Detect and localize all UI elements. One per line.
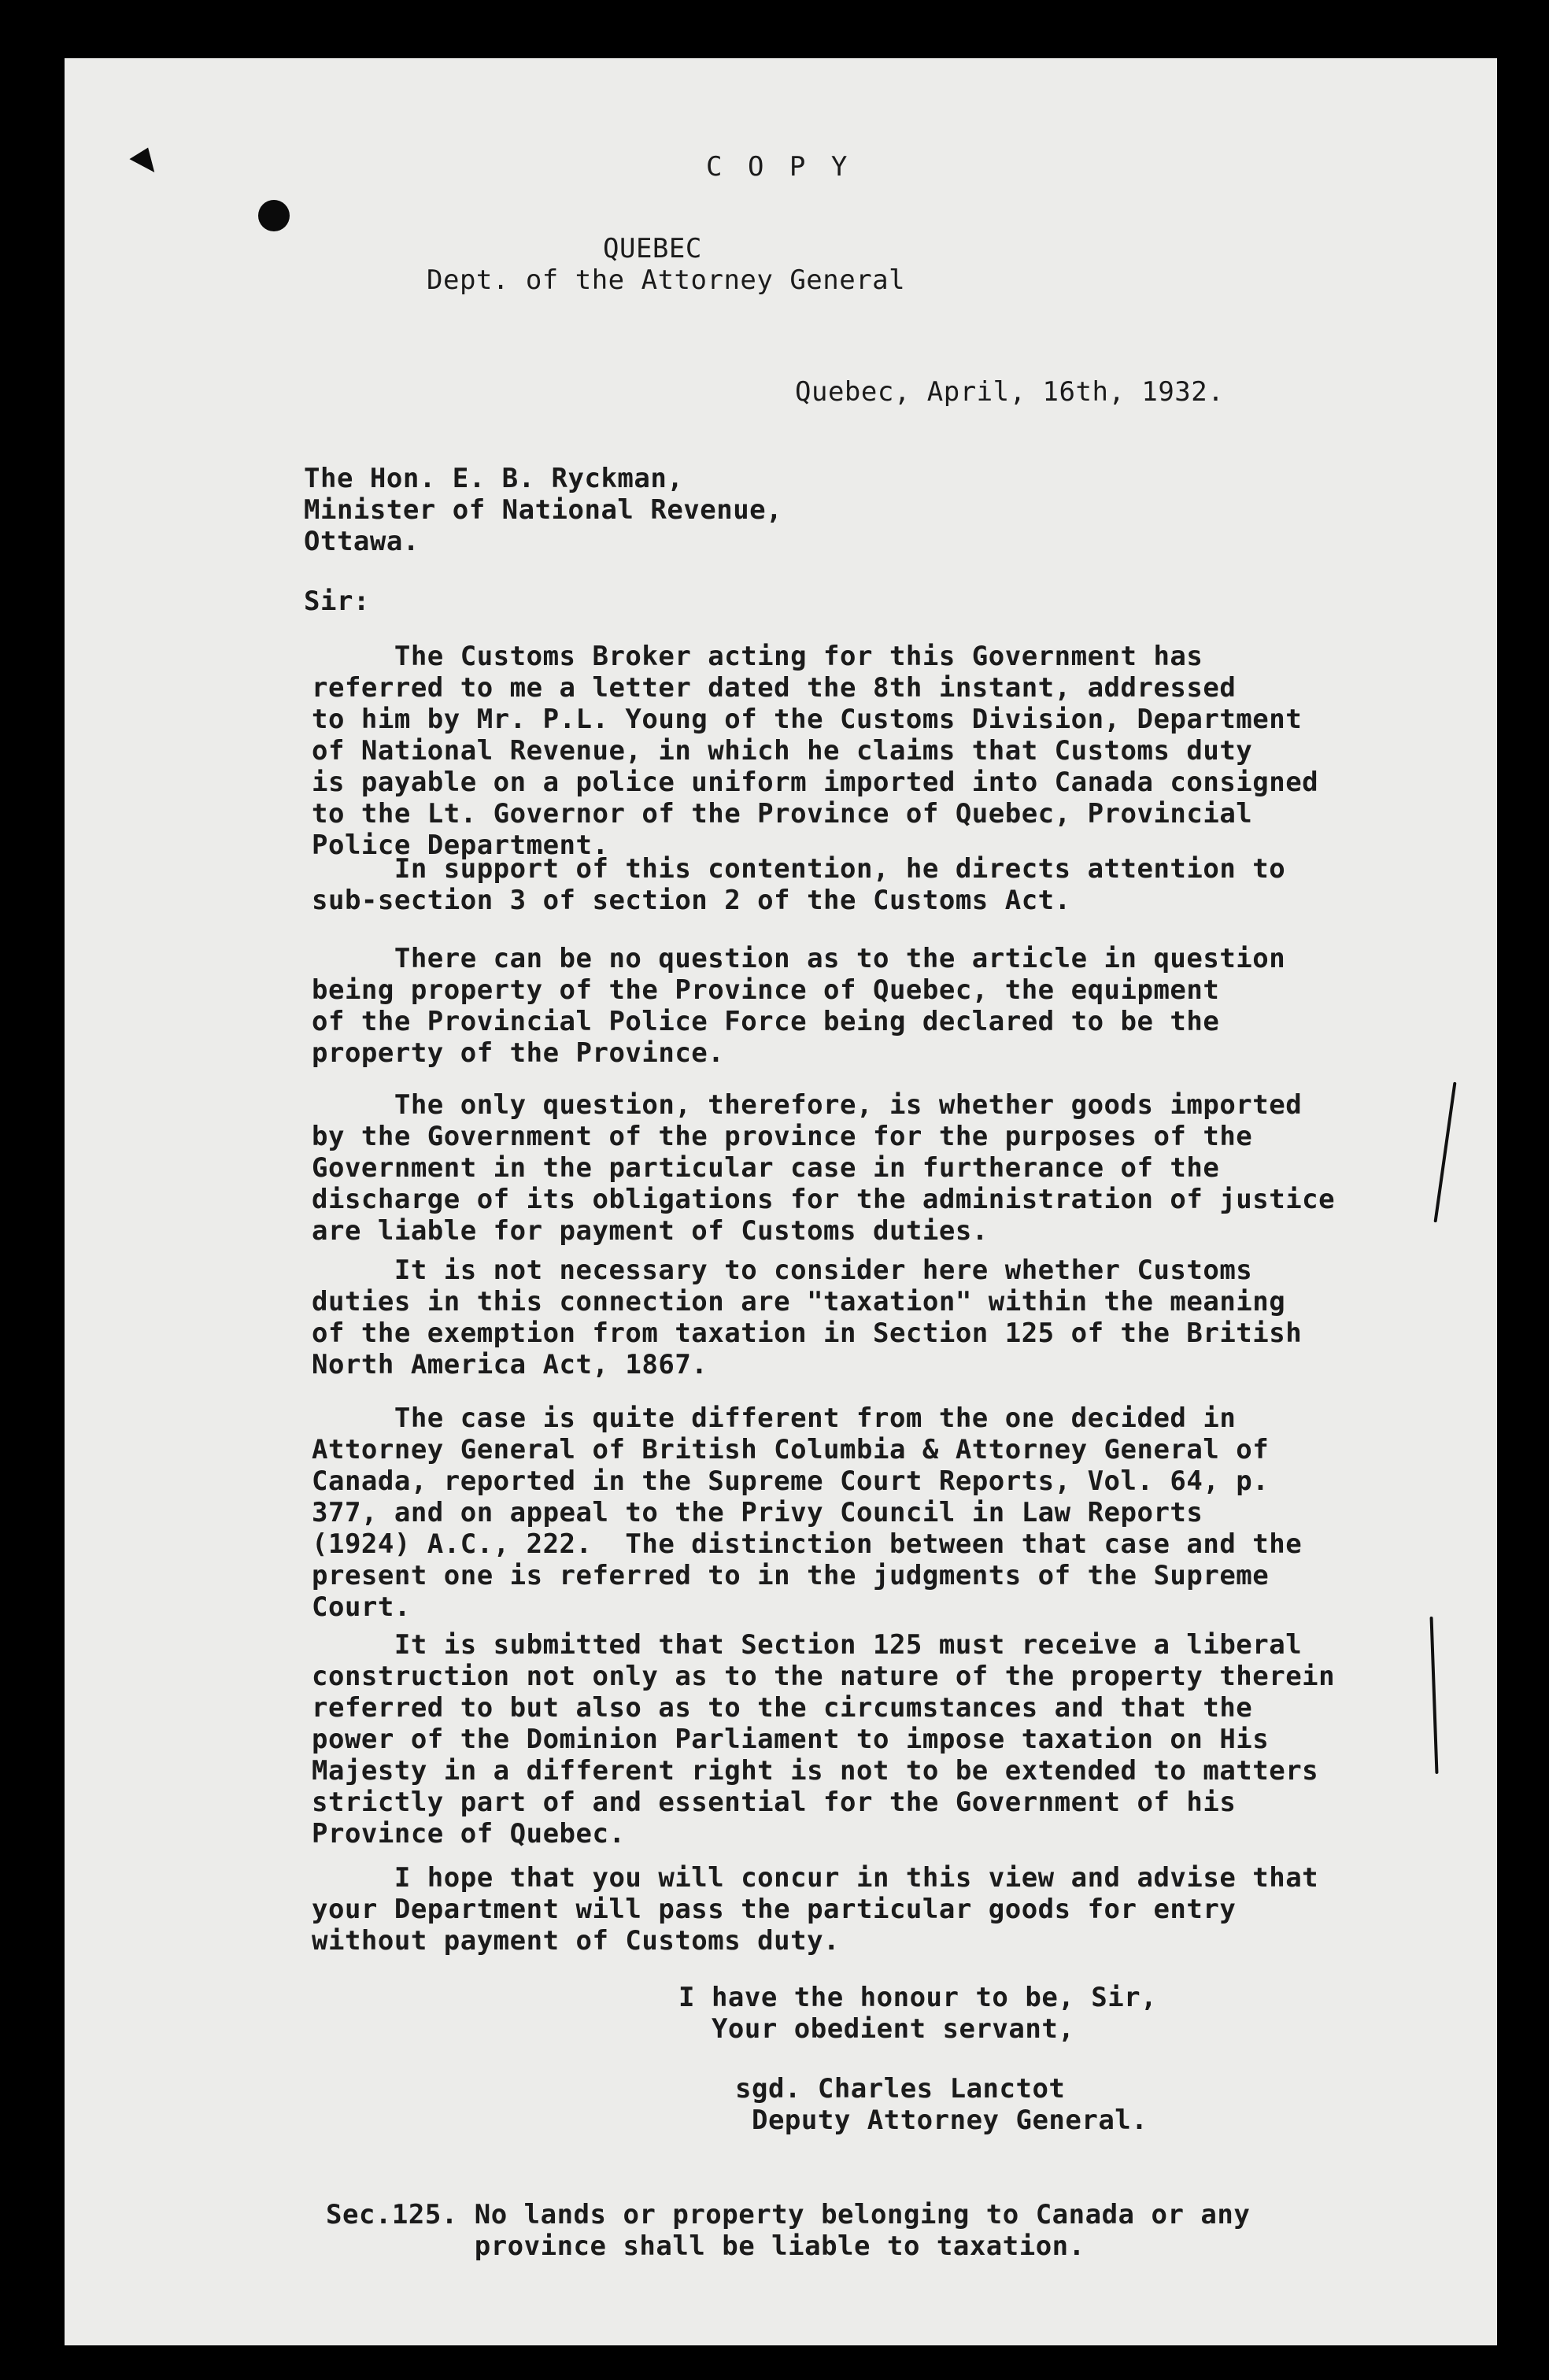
paragraph-2 (312, 853, 1285, 916)
department-heading: Dept. of the Attorney General (427, 264, 906, 296)
text-line: In support of this contention, he directs attention to (312, 853, 1286, 885)
text-line: is payable on a police uniform imported into Canada consigned (312, 767, 1319, 798)
footnote (326, 2199, 1250, 2262)
paragraph-8 (312, 1862, 1318, 1957)
footnote-line: province shall be liable to taxation. (326, 2230, 1085, 2262)
text-line: Government in the particular case in furtherance of the (312, 1152, 1220, 1184)
paragraph-5 (312, 1255, 1302, 1380)
text-line: Canada, reported in the Supreme Court Reports, Vol. 64, p. (312, 1465, 1270, 1497)
text-line: of National Revenue, in which he claims that Customs duty (312, 735, 1253, 767)
text-line: Province of Quebec. (312, 1818, 626, 1850)
paragraph-6 (312, 1402, 1302, 1623)
signature-line: sgd. Charles Lanctot (735, 2073, 1066, 2105)
margin-mark (1430, 1617, 1439, 1774)
text-line: of the exemption from taxation in Section 125 of the British (312, 1318, 1303, 1349)
text-line: The only question, therefore, is whether goods imported (312, 1089, 1303, 1121)
text-line: to him by Mr. P.L. Young of the Customs Division, Department (312, 704, 1303, 735)
addressee-line: Ottawa. (304, 526, 420, 557)
text-line: power of the Dominion Parliament to impose taxation on His (312, 1724, 1270, 1755)
text-line: by the Government of the province for the purposes of the (312, 1121, 1253, 1152)
margin-mark (1433, 1082, 1456, 1223)
paragraph-7 (312, 1629, 1335, 1850)
document-page (65, 58, 1497, 2345)
text-line: property of the Province. (312, 1037, 725, 1069)
addressee-line: The Hon. E. B. Ryckman, (304, 463, 684, 494)
text-line: referred to me a letter dated the 8th instant, addressed (312, 672, 1237, 704)
text-line: to the Lt. Governor of the Province of Quebec, Provincial (312, 798, 1253, 830)
text-line: present one is referred to in the judgments of the Supreme (312, 1560, 1270, 1591)
text-line: The case is quite different from the one decided in (312, 1402, 1237, 1434)
text-line: strictly part of and essential for the Government of his (312, 1787, 1237, 1818)
text-line: Attorney General of British Columbia & Attorney General of (312, 1434, 1270, 1465)
text-line: referred to but also as to the circumstances and that the (312, 1692, 1253, 1724)
signature-block (735, 2073, 1148, 2136)
text-line: Court. (312, 1591, 411, 1623)
text-line: are liable for payment of Customs duties. (312, 1215, 989, 1247)
paragraph-1 (312, 641, 1318, 861)
text-line: I hope that you will concur in this view and advise that (312, 1862, 1319, 1894)
text-line: It is submitted that Section 125 must receive a liberal (312, 1629, 1303, 1661)
closing-block (678, 1982, 1157, 2045)
text-line: There can be no question as to the article in question (312, 943, 1286, 974)
text-line: discharge of its obligations for the administration of justice (312, 1184, 1336, 1215)
text-line: of the Provincial Police Force being declared to be the (312, 1006, 1220, 1037)
text-line: 377, and on appeal to the Privy Council in Law Reports (312, 1497, 1203, 1528)
addressee-block (304, 463, 782, 557)
punch-hole (258, 200, 290, 231)
salutation: Sir: (304, 586, 370, 617)
text-line: without payment of Customs duty. (312, 1925, 841, 1957)
text-line: (1924) A.C., 222. The distinction between that case and the (312, 1528, 1303, 1560)
text-line: duties in this connection are "taxation" within the meaning (312, 1286, 1286, 1318)
text-line: being property of the Province of Quebec, the equipment (312, 974, 1220, 1006)
paragraph-3 (312, 943, 1285, 1069)
text-line: sub-section 3 of section 2 of the Customs Act. (312, 885, 1071, 916)
text-line: Police Department. (312, 830, 609, 861)
closing-line: I have the honour to be, Sir, (678, 1982, 1158, 2013)
copy-heading: C O P Y (706, 151, 852, 183)
signature-line: Deputy Attorney General. (735, 2105, 1148, 2136)
closing-line: Your obedient servant, (678, 2013, 1075, 2045)
letter-date: Quebec, April, 16th, 1932. (795, 376, 1225, 408)
text-line: North America Act, 1867. (312, 1349, 708, 1380)
text-line: Majesty in a different right is not to be extended to matters (312, 1755, 1319, 1787)
paragraph-4 (312, 1089, 1335, 1247)
footnote-line: Sec.125. No lands or property belonging to Canada or any (326, 2199, 1251, 2230)
text-line: It is not necessary to consider here whether Customs (312, 1255, 1253, 1286)
corner-mark (129, 142, 163, 172)
office-heading: QUEBEC (603, 233, 702, 264)
addressee-line: Minister of National Revenue, (304, 494, 783, 526)
text-line: The Customs Broker acting for this Government has (312, 641, 1203, 672)
text-line: your Department will pass the particular goods for entry (312, 1894, 1237, 1925)
text-line: construction not only as to the nature of the property therein (312, 1661, 1336, 1692)
